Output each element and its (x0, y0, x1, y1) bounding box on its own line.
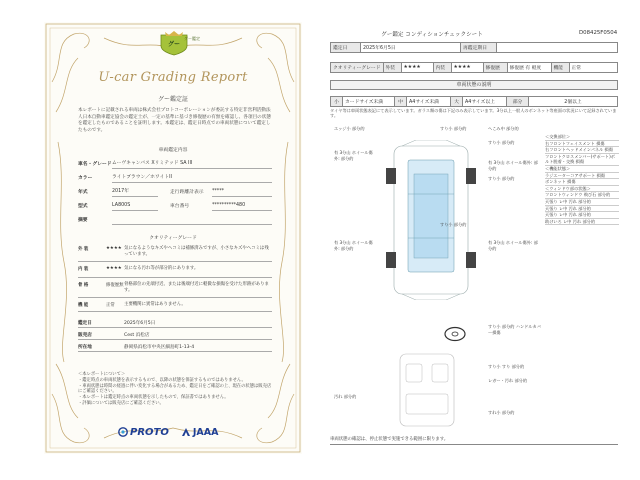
quality-section-heading: クオリティーグレード (149, 236, 197, 241)
legend-small: 小 (331, 97, 343, 107)
list-item: 助けいろ レ中 汚れ 部分的 (545, 219, 619, 226)
grade-stars: ★★★★ (106, 246, 122, 251)
address-row (78, 342, 272, 352)
year-row (78, 186, 272, 197)
legend-a4plus: A4サイズ以上 (463, 97, 507, 107)
next-date-label: 再鑑定期日 (461, 43, 497, 53)
grade-label: 内 装 (78, 267, 89, 272)
legend-a4: A4サイズ未満 (407, 97, 451, 107)
type-value: LA800S (112, 200, 158, 211)
proto-logo (118, 427, 169, 438)
footer-label: 販売店 (78, 332, 92, 338)
grading-certificate (44, 22, 302, 454)
exterior-label: 外装 (383, 63, 401, 73)
footer-label: 鑑定日 (78, 320, 92, 326)
callout-rear-left: 汚れ 部分的 (334, 394, 357, 399)
badge-text: グー鑑定 (184, 36, 200, 41)
footer-value: 2025年6月5日 (124, 320, 156, 326)
next-date-value (497, 43, 618, 53)
grade-stars: 修復歴無 (106, 283, 124, 288)
inspection-date-table (330, 42, 618, 53)
grade-description: 気になるようなキズやヘコミは補修済みですが、小さなキズやヘコミは残っています。 (124, 246, 269, 257)
remarks-value (112, 214, 272, 225)
proto-logo-text: PROTO (130, 426, 169, 438)
color-value: ライトブラウン／ホワイトII (112, 172, 272, 183)
function-label: 機能 (551, 63, 569, 73)
model-value: ムーヴキャンバス Xリミテッド SA III (112, 158, 272, 169)
callout-roof: すり小 部分的 (440, 222, 467, 227)
footer-value: Cest 浜松店 (124, 332, 150, 338)
mileage-value: ***** (212, 186, 272, 197)
remarks-row (78, 214, 272, 225)
frame-value: 修復歴 有 軽度 (507, 63, 551, 73)
list-item: 右フロントヘッドメインパネル 損傷 (545, 147, 619, 154)
list-item: ＜交換部位＞ (545, 134, 619, 141)
list-item: ＜ウィンドウ部の状態＞ (545, 186, 619, 193)
grade-stars: 正常 (106, 303, 115, 308)
certificate-subtitle: グー鑑定証 (157, 96, 188, 103)
callout-front-left: エッジ小 部分的 (334, 126, 365, 131)
mileage-label: 走行距離計表示 (170, 190, 204, 195)
notes-title: ＜本レポートについて＞ (78, 372, 126, 377)
list-item: 右フロントフェイスメント 損傷 (545, 141, 619, 148)
callout-wheel-fl: 有 3分山 ホイール傷外: 部分的 (334, 150, 373, 161)
logo-row (118, 424, 238, 440)
list-item: ラジエーターコアサポート 損傷 (545, 173, 619, 180)
jaaa-logo (181, 427, 219, 438)
date-label: 鑑定日 (331, 43, 361, 53)
type-row (78, 200, 272, 211)
legend-card: カードサイズ未満 (343, 97, 395, 107)
footer-label: 所在地 (78, 344, 92, 350)
sheet-small-note: タイヤ等は車両状態表記にて表示しています。ガラス類の傷は下記のみ表示しています。3分以上一般人のボンネット等座面の状況にいて記録されています。 (330, 108, 617, 119)
frame-label: 修復歴 (483, 63, 507, 73)
note-line: ・評価については販売店にご確認ください。 (78, 400, 164, 406)
chassis-label: 車台番号 (170, 204, 190, 209)
list-item: 天張り レ中 汚れ 部分的 (545, 199, 619, 206)
model-label: 車名・グレード (78, 162, 112, 167)
color-label: カラー (78, 176, 93, 181)
function-value: 正常 (569, 63, 618, 73)
year-value: 2017年 (112, 186, 158, 197)
list-item: ボンネット 損傷 (545, 179, 619, 186)
interior-value: ★★★★ (451, 63, 483, 73)
footer-value: 静岡県浜松市中央区細島町1-13-4 (124, 344, 195, 350)
note-line: ・本レポートは鑑定時点の車両状態を示したもので、保証書ではありません。 (78, 395, 229, 401)
document-id: D08425F0504 (579, 30, 618, 36)
callout-wheel-rl: 有 3分山 ホイール傷外: 部分的 (334, 240, 373, 251)
callout-seat-rear: レガー・汚れ 部分的 (488, 378, 528, 383)
svg-text:グー: グー (167, 41, 181, 48)
grade-row-interior (78, 266, 272, 278)
callout-wheel-rr: 有 3分山 ホイール傷外: 部分的 (488, 240, 538, 251)
callout-front-center: すり小 部分的 (440, 126, 467, 131)
exterior-value: ★★★★ (401, 63, 433, 73)
jaaa-logo-text: JAAA (192, 426, 219, 438)
list-item: 天張り レ中 汚れ 部分的 (545, 212, 619, 219)
date-value: 2025年6月5日 (361, 43, 461, 53)
jaaa-mark-icon (181, 427, 191, 437)
legend-medium: 中 (395, 97, 407, 107)
note-line: ・車両状態は時間の経過に伴い変化する場合があるため、鑑定日をご確認の上、現在の状態は販売店にご確認ください。 (78, 383, 272, 395)
callout-steering: すり小 部分的 ハンドルカバー損傷 (488, 324, 541, 335)
condition-heading: 車両状態の説明 (330, 80, 618, 90)
interior-label: 内装 (433, 63, 451, 73)
grade-label: 機 能 (78, 303, 89, 308)
quality-label: クオリティーグレード (331, 63, 384, 73)
steering-wheel-icon (444, 326, 466, 342)
sheet-bottom-note: 車両状態の確認は、停止状態で実施できる範囲に限ります。 (330, 437, 449, 442)
replacement-parts-list (545, 134, 619, 225)
quality-grade-table (330, 62, 618, 73)
vehicle-section-heading: 車両鑑定内容 (158, 148, 188, 153)
certificate-intro: 本レポートに記載される車両は株式会社プロトコーポレーションが委託する特定非営利活動法人日本自動車鑑定協会の鑑定士が、一定の基準に基づき修復歴の有無を確認し、各項目の状態を鑑定したものであることを証明します。本鑑定は、鑑定日時点での車両状態について鑑定したものです。 (78, 108, 271, 133)
callout-front-right: へこみ中 部分的 (488, 126, 519, 131)
sheet-title: グー鑑定 コンディションチェックシート (381, 32, 483, 38)
car-interior-diagram (396, 350, 458, 430)
chassis-value: **********480 (212, 200, 272, 211)
grade-stars: ★★★★ (106, 266, 122, 271)
list-item: ＜機能状態＞ (545, 166, 619, 173)
list-item: フロントウィンドウ 飛び石 部分的 (545, 192, 619, 199)
dealer-row (78, 330, 272, 340)
note-line: ・鑑定時点の車両状態を表示するもので、以降の状態を保証するものではありません。 (78, 377, 246, 383)
grade-label: 骨 格 (78, 283, 89, 288)
grade-label: 外 装 (78, 247, 89, 252)
grade-row-function (78, 302, 272, 312)
callout-wheel-fr: 有 3分山 ホイール傷外: 部分的 (488, 160, 538, 171)
remarks-label: 摘要 (78, 218, 88, 223)
type-label: 型式 (78, 204, 88, 209)
grade-description: 骨格部位の先端付近、または後端付近に軽微な損傷を受けた形跡があります。 (124, 282, 269, 293)
certificate-title: U-car Grading Report (98, 70, 248, 85)
color-row (78, 172, 272, 183)
legend-parts: 部分 (507, 97, 529, 107)
callout-bumper: すり小 部分的 (488, 140, 515, 145)
model-row (78, 158, 272, 169)
grade-description: 主要機関に異常はありません。 (124, 302, 186, 307)
callout-seat-front: すり小 すり 部分的 (488, 364, 525, 369)
list-item: フロントクロスメンバー(サポート)ボルト脱着・交換 損傷 (545, 154, 619, 166)
legend-multi: 2個以上 (529, 97, 618, 107)
grade-row-exterior (78, 246, 272, 262)
callout-rear-right: すれ小 部分的 (488, 410, 515, 415)
legend-table (330, 96, 618, 107)
year-label: 年式 (78, 190, 88, 195)
bottom-divider (330, 444, 618, 445)
inspection-date-row (78, 318, 272, 328)
callout-door-right: すり小 部分的 (488, 176, 515, 181)
grade-description: 気になる汚れ等が部分的にあります。 (124, 266, 199, 271)
proto-mark-icon (118, 427, 128, 437)
car-top-view-diagram (376, 140, 486, 300)
grade-row-frame (78, 282, 272, 298)
goo-kantei-badge-icon (158, 30, 190, 56)
legend-large: 大 (451, 97, 463, 107)
list-item: 天張り レ中 汚れ 部分的 (545, 206, 619, 213)
certificate-notes (78, 372, 272, 407)
